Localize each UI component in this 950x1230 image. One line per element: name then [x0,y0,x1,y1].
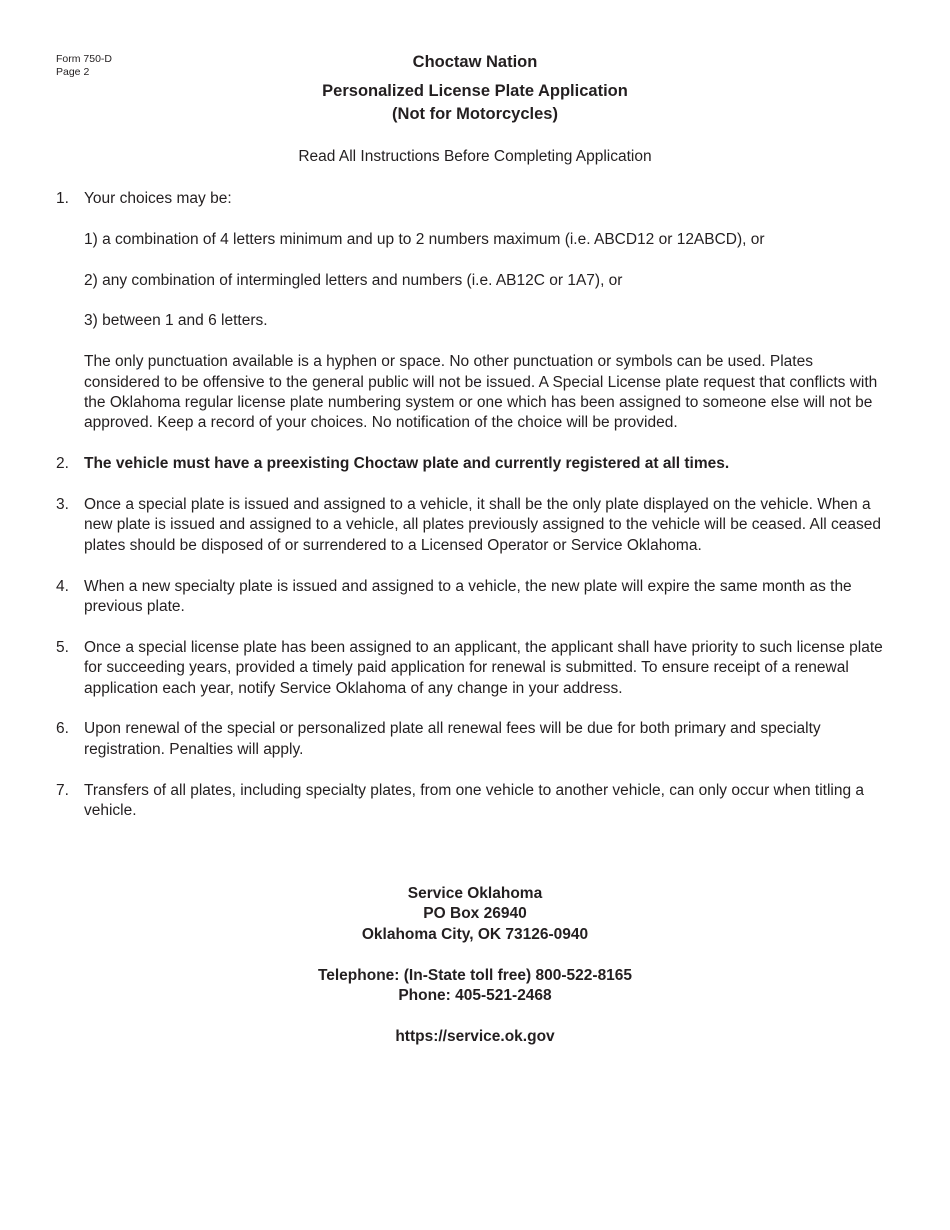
item-text: Upon renewal of the special or personalized plate all renewal fees will be due for both primary and specialty registration. Penalties will apply. [84,720,821,758]
spacer [0,945,950,965]
punctuation-note: The only punctuation available is a hyphen or space. No other punctuation or symbols can be used. Plates considered to be offensive to the general public will not be issued. A Special License plate request that conflicts with the Oklahoma regular license plate numbering system or one which has been assigned to someone else will not be approved. Keep a record of your choices. No notification of the choice will be provided. [84,353,878,432]
application-title: Personalized License Plate Application [322,82,628,100]
page-number: Page 2 [56,66,90,78]
choice-option-3: 3) between 1 and 6 letters. [84,312,268,330]
instruction-item-1 [56,189,892,434]
instructions-list [56,189,892,842]
website-link[interactable]: https://service.ok.gov [395,1027,555,1045]
item-text: When a new specialty plate is issued and assigned to a vehicle, the new plate will expire the same month as the previous plate. [84,577,852,616]
instruction-item-7 [56,781,892,822]
city-state-zip: Oklahoma City, OK 73126-0940 [361,925,589,943]
instruction-item-5 [56,638,892,699]
choice-option-1: 1) a combination of 4 letters minimum and up to 2 numbers maximum (i.e. ABCD12 or 12ABCD), or [84,230,765,248]
contact-block [0,884,950,1047]
item-number: 7. [56,781,69,799]
item-text: The vehicle must have a preexisting Choctaw plate and currently registered at all times. [84,455,730,473]
item-number: 1. [56,190,69,207]
item-text: Once a special license plate has been assigned to an applicant, the applicant shall have priority to such license plate for succeeding years, provided a timely paid application for renewal is submitted. To ensure receipt of a renewal application each year, notify Service Oklahoma of any change in your address. [84,638,883,697]
item-text: Once a special plate is issued and assigned to a vehicle, it shall be the only plate displayed on the vehicle. When a new plate is issued and assigned to a vehicle, all plates previously assigned to the vehicle will be ceased. All ceased plates should be disposed of or surrendered to a Licensed Operator or Service Oklahoma. [84,496,882,554]
toll-free-telephone: Telephone: (In-State toll free) 800-522-8165 [317,966,633,984]
item-number: 3. [56,496,69,513]
application-subtitle: (Not for Motorcycles) [392,105,558,123]
phone-number: Phone: 405-521-2468 [398,987,552,1005]
instruction-item-2 [56,454,892,474]
choice-option-2: 2) any combination of intermingled letters and numbers (i.e. AB12C or 1A7), or [84,271,623,289]
po-box: PO Box 26940 [423,905,527,923]
item-text: Your choices may be: [84,190,232,207]
read-instructions-note: Read All Instructions Before Completing Application [298,148,652,165]
item-number: 5. [56,638,69,656]
form-number: Form 750-D [56,53,113,65]
instruction-item-4 [56,577,892,618]
document-title [0,80,950,126]
spacer [0,1006,950,1026]
agency-name: Service Oklahoma [407,885,543,902]
instruction-item-3 [56,495,892,556]
item-number: 4. [56,577,69,595]
organization-name: Choctaw Nation [412,53,538,71]
item-text: Transfers of all plates, including specialty plates, from one vehicle to another vehicle, can only occur when titling a vehicle. [84,781,865,820]
instruction-item-6 [56,719,892,760]
item-number: 2. [56,455,69,473]
item-number: 6. [56,720,69,738]
